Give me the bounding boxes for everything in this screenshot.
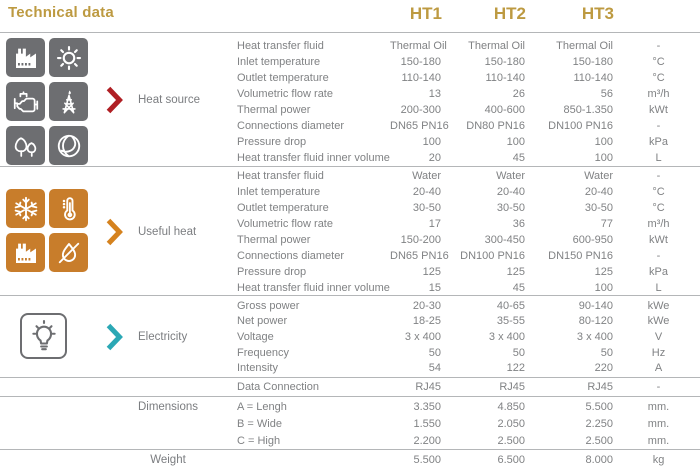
- engine-icon: [6, 82, 45, 121]
- unit-label: m³/h: [647, 218, 670, 230]
- globe-icon: [49, 126, 88, 165]
- lightbulb-icon: [20, 313, 67, 359]
- parameter-label: Heat transfer fluid inner volume: [237, 152, 390, 164]
- parameter-label: Frequency: [237, 346, 289, 359]
- value-ht2: 20-40: [496, 186, 525, 198]
- parameter-label: Outlet temperature: [237, 72, 329, 84]
- value-ht3: 8.000: [585, 453, 613, 466]
- table-row: [232, 118, 700, 134]
- parameter-label: Inlet temperature: [237, 186, 321, 198]
- table-row: [232, 134, 700, 150]
- value-ht2: Thermal Oil: [468, 40, 525, 52]
- value-ht1: 2.200: [413, 434, 441, 447]
- factory-icon: [6, 38, 45, 77]
- value-ht3: 5.500: [585, 400, 613, 413]
- unit-label: L: [655, 152, 662, 164]
- unit-label: Hz: [651, 346, 666, 359]
- value-ht3: 125: [594, 266, 613, 278]
- section-label-cell: [104, 296, 232, 377]
- parameter-label: C = High: [237, 434, 281, 447]
- unit-label: kWe: [647, 299, 670, 312]
- unit-label: mm.: [647, 417, 670, 430]
- unit-label: kPa: [649, 136, 668, 148]
- snowflake-icon: [6, 189, 45, 228]
- table-row: [232, 184, 700, 200]
- value-ht2: 3 x 400: [488, 330, 525, 343]
- section-icons: [0, 378, 104, 396]
- parameter-label: B = Wide: [237, 417, 282, 430]
- section-dimensions: [0, 397, 700, 450]
- unit-label: kWt: [649, 234, 668, 246]
- section-label: Weight: [150, 454, 186, 466]
- value-ht2: 125: [506, 266, 525, 278]
- value-ht3: Thermal Oil: [556, 40, 613, 52]
- unit-label: kWt: [649, 104, 668, 116]
- section-icons: [0, 296, 104, 377]
- section-label: Heat source: [138, 93, 201, 106]
- value-ht2: RJ45: [499, 381, 525, 393]
- value-ht3: 220: [594, 362, 613, 375]
- table-row: [232, 450, 700, 469]
- section-useful-heat: [0, 167, 700, 296]
- parameter-label: A = Lengh: [237, 400, 287, 413]
- value-ht3: 600-950: [572, 234, 613, 246]
- value-ht1: 5.500: [413, 453, 441, 466]
- oil-derrick-icon: [49, 82, 88, 121]
- value-ht3: RJ45: [587, 381, 613, 393]
- table-row: [232, 70, 700, 86]
- unit-label: -: [656, 381, 661, 393]
- value-ht1: 13: [428, 88, 441, 100]
- unit-label: -: [656, 170, 661, 182]
- section-icons: [0, 167, 104, 296]
- parameter-label: Pressure drop: [237, 266, 307, 278]
- value-ht1: 3.350: [413, 400, 441, 413]
- value-ht2: 122: [506, 362, 525, 375]
- table-row: [232, 378, 700, 396]
- value-ht2: 2.500: [497, 434, 525, 447]
- table-row: [232, 200, 700, 216]
- unit-label: kWe: [647, 315, 670, 328]
- section-label-cell: [104, 378, 232, 396]
- section-label: Electricity: [138, 330, 188, 343]
- value-ht2: 45: [512, 282, 525, 294]
- chevron-right-icon: [104, 323, 125, 351]
- unit-label: -: [656, 250, 661, 262]
- value-ht3: 90-140: [578, 299, 613, 312]
- unit-label: °C: [652, 202, 665, 214]
- parameter-label: Outlet temperature: [237, 202, 329, 214]
- trees-icon: [6, 126, 45, 165]
- factory-icon: [6, 233, 45, 272]
- value-ht1: 3 x 400: [404, 330, 441, 343]
- table-row: [232, 432, 700, 449]
- table-row: [232, 54, 700, 70]
- value-ht3: 110-140: [573, 72, 613, 84]
- value-ht1: 150-200: [400, 234, 441, 246]
- parameter-label: Intensity: [237, 362, 278, 375]
- value-ht3: 30-50: [584, 202, 613, 214]
- table-row: [232, 398, 700, 415]
- value-ht1: 150-180: [400, 56, 441, 68]
- value-ht3: 20-40: [584, 186, 613, 198]
- table-row: [232, 329, 700, 345]
- table-row: [232, 298, 700, 314]
- value-ht2: 110-140: [485, 72, 525, 84]
- value-ht3: 850-1.350: [563, 104, 613, 116]
- value-ht3: 50: [600, 346, 613, 359]
- value-ht2: 150-180: [484, 56, 525, 68]
- value-ht1: 30-50: [412, 202, 441, 214]
- table-row: [232, 264, 700, 280]
- value-ht1: 50: [428, 346, 441, 359]
- chevron-right-icon: [104, 86, 125, 114]
- parameter-label: Gross power: [237, 299, 300, 312]
- value-ht2: 36: [512, 218, 525, 230]
- sun-icon: [49, 38, 88, 77]
- value-ht1: 200-300: [400, 104, 441, 116]
- section-weight: [0, 450, 700, 470]
- value-ht2: 4.850: [497, 400, 525, 413]
- value-ht3: DN150 PN16: [548, 250, 613, 262]
- value-ht2: 6.500: [497, 453, 525, 466]
- parameter-label: Thermal power: [237, 104, 311, 116]
- table-row: [232, 415, 700, 432]
- value-ht2: Water: [496, 170, 525, 182]
- unit-label: °C: [652, 72, 665, 84]
- value-ht1: 54: [428, 362, 441, 375]
- unit-label: kPa: [649, 266, 668, 278]
- parameter-label: Heat transfer fluid: [237, 40, 324, 52]
- parameter-label: Heat transfer fluid inner volume: [237, 282, 390, 294]
- section-icons: [0, 397, 104, 449]
- value-ht2: 35-55: [496, 315, 525, 328]
- value-ht3: 150-180: [572, 56, 613, 68]
- value-ht1: 18-25: [412, 315, 441, 328]
- unit-label: m³/h: [647, 88, 670, 100]
- parameter-label: Heat transfer fluid: [237, 170, 324, 182]
- unit-label: °C: [652, 186, 665, 198]
- parameter-label: Net power: [237, 315, 288, 328]
- value-ht1: RJ45: [415, 381, 441, 393]
- unit-label: -: [656, 40, 661, 52]
- unit-label: °C: [652, 56, 665, 68]
- chevron-right-icon: [104, 218, 125, 246]
- value-ht1: 20-40: [412, 186, 441, 198]
- value-ht1: 17: [428, 218, 441, 230]
- column-header-ht2: HT2: [493, 4, 526, 23]
- table-body: [0, 33, 700, 470]
- table-row: [232, 360, 700, 376]
- section-label-cell: [104, 167, 232, 296]
- section-label-cell: [104, 33, 232, 166]
- value-ht3: Water: [584, 170, 613, 182]
- table-row: [232, 345, 700, 361]
- unit-label: A: [654, 362, 663, 375]
- value-ht1: 100: [422, 136, 441, 148]
- value-ht1: 20: [428, 152, 441, 164]
- value-ht3: DN100 PN16: [548, 120, 613, 132]
- thermometer-icon: [49, 189, 88, 228]
- value-ht1: 1.550: [413, 417, 441, 430]
- column-header-ht3: HT3: [581, 4, 614, 23]
- value-ht3: 100: [594, 152, 613, 164]
- section-label: Useful heat: [138, 225, 197, 238]
- value-ht2: 100: [506, 136, 525, 148]
- table-row: [232, 232, 700, 248]
- parameter-label: Thermal power: [237, 234, 311, 246]
- value-ht1: 15: [428, 282, 441, 294]
- table-row: [232, 280, 700, 296]
- parameter-label: Data Connection: [237, 381, 319, 393]
- value-ht1: 20-30: [412, 299, 441, 312]
- section-icons: [0, 450, 104, 470]
- table-row: [232, 168, 700, 184]
- value-ht3: 2.500: [585, 434, 613, 447]
- value-ht2: 400-600: [484, 104, 525, 116]
- unit-label: -: [656, 120, 661, 132]
- parameter-label: Pressure drop: [237, 136, 307, 148]
- value-ht3: 77: [600, 218, 613, 230]
- value-ht1: Water: [412, 170, 441, 182]
- parameter-label: Connections diameter: [237, 250, 345, 262]
- unit-label: L: [655, 282, 662, 294]
- section-icons: [0, 33, 104, 166]
- column-header-ht1: HT1: [409, 4, 442, 23]
- value-ht3: 2.250: [585, 417, 613, 430]
- table-row: [232, 248, 700, 264]
- page-title: Technical data: [8, 4, 114, 21]
- parameter-label: Volumetric flow rate: [237, 218, 333, 230]
- table-row: [232, 314, 700, 330]
- value-ht3: 56: [600, 88, 613, 100]
- section-electricity: [0, 296, 700, 378]
- section-label-cell: [104, 397, 232, 449]
- table-row: [232, 216, 700, 232]
- value-ht3: 100: [594, 282, 613, 294]
- value-ht1: 110-140: [401, 72, 441, 84]
- unit-label: mm.: [647, 400, 670, 413]
- section-rows: [232, 167, 700, 296]
- table-row: [232, 102, 700, 118]
- value-ht2: 45: [512, 152, 525, 164]
- unit-label: mm.: [647, 434, 670, 447]
- section-rows: [232, 397, 700, 449]
- value-ht1: DN65 PN16: [390, 250, 449, 262]
- value-ht1: 125: [422, 266, 441, 278]
- section-rows: [232, 450, 700, 470]
- section-heat-source: [0, 33, 700, 167]
- value-ht2: 300-450: [484, 234, 525, 246]
- section-label: Dimensions: [137, 401, 199, 413]
- no-water-drop-icon: [49, 233, 88, 272]
- value-ht2: DN100 PN16: [460, 250, 525, 262]
- value-ht3: 80-120: [578, 315, 613, 328]
- section-rows: [232, 296, 700, 377]
- unit-label: V: [654, 330, 663, 343]
- value-ht2: 2.050: [497, 417, 525, 430]
- table-row: [232, 150, 700, 166]
- value-ht2: 26: [512, 88, 525, 100]
- value-ht1: Thermal Oil: [390, 40, 447, 52]
- section-data-connection: [0, 378, 700, 397]
- parameter-label: Inlet temperature: [237, 56, 321, 68]
- table-header: [0, 0, 700, 33]
- value-ht3: 3 x 400: [576, 330, 613, 343]
- value-ht3: 100: [594, 136, 613, 148]
- unit-label: kg: [652, 453, 665, 466]
- value-ht2: 50: [512, 346, 525, 359]
- value-ht2: 30-50: [496, 202, 525, 214]
- parameter-label: Voltage: [237, 330, 274, 343]
- table-row: [232, 86, 700, 102]
- value-ht2: 40-65: [496, 299, 525, 312]
- value-ht1: DN65 PN16: [390, 120, 449, 132]
- section-rows: [232, 33, 700, 166]
- parameter-label: Volumetric flow rate: [237, 88, 333, 100]
- table-row: [232, 38, 700, 54]
- section-label-cell: [104, 450, 232, 470]
- parameter-label: Connections diameter: [237, 120, 345, 132]
- section-rows: [232, 378, 700, 396]
- value-ht2: DN80 PN16: [466, 120, 525, 132]
